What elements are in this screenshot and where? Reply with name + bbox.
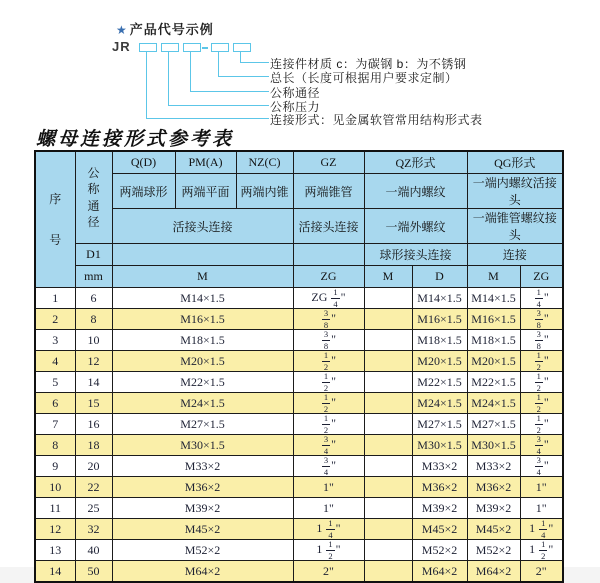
header-group-qg: QG形式 bbox=[467, 151, 563, 174]
cell-qz-d: M18×1.5 bbox=[412, 330, 467, 351]
cell-qz-m bbox=[364, 477, 412, 498]
label-connection-form: 连接形式：见金属软管常用结构形式表 bbox=[270, 113, 483, 127]
cell-qz-d: M36×2 bbox=[412, 477, 467, 498]
table-row bbox=[35, 288, 563, 309]
cell-no: 8 bbox=[35, 435, 75, 456]
cell-m: M20×1.5 bbox=[112, 351, 293, 372]
cell-qg-m: M30×1.5 bbox=[467, 435, 520, 456]
cell-qz-m bbox=[364, 456, 412, 477]
table-row bbox=[35, 393, 563, 414]
table-row bbox=[35, 540, 563, 561]
cell-gz: $\frac{1}{2}$ " bbox=[293, 372, 364, 393]
cell-qz-m bbox=[364, 561, 412, 583]
cell-qg-zg: 2" bbox=[520, 561, 563, 583]
header-qg-zg: ZG bbox=[520, 266, 563, 288]
cell-qg-m: M33×2 bbox=[467, 456, 520, 477]
header-unit-zg: ZG bbox=[293, 266, 364, 288]
header-end-flat: 两端平面 bbox=[175, 174, 236, 209]
cell-gz: 1 $\frac{1}{4}$ " bbox=[293, 519, 364, 540]
cell-qg-zg: $\frac{3}{4}$ " bbox=[520, 456, 563, 477]
cell-m: M52×2 bbox=[112, 540, 293, 561]
header-connection: 连接 bbox=[467, 244, 563, 266]
table-row bbox=[35, 435, 563, 456]
cell-gz: 1" bbox=[293, 498, 364, 519]
cell-qz-d: M33×2 bbox=[412, 456, 467, 477]
table-row bbox=[35, 498, 563, 519]
header-unit-mm: mm bbox=[75, 266, 112, 288]
cell-dn: 32 bbox=[75, 519, 112, 540]
cell-no: 10 bbox=[35, 477, 75, 498]
cell-gz: $\frac{3}{8}$ " bbox=[293, 330, 364, 351]
header-end-spherical: 两端球形 bbox=[112, 174, 175, 209]
header-end-internal-thread: 一端内螺纹 bbox=[364, 174, 467, 209]
cell-qg-m: M20×1.5 bbox=[467, 351, 520, 372]
cell-dn: 8 bbox=[75, 309, 112, 330]
cell-dn: 12 bbox=[75, 351, 112, 372]
header-group-nzc: NZ(C) bbox=[236, 151, 293, 174]
cell-qz-m bbox=[364, 498, 412, 519]
cell-qg-zg: $\frac{1}{2}$ " bbox=[520, 414, 563, 435]
cell-qz-m bbox=[364, 309, 412, 330]
label-material: 连接件材质 c：为碳钢 b：为不锈钢 bbox=[270, 57, 467, 71]
cell-qg-zg: $\frac{1}{2}$ " bbox=[520, 351, 563, 372]
table-row bbox=[35, 351, 563, 372]
cell-m: M22×1.5 bbox=[112, 372, 293, 393]
cell-m: M64×2 bbox=[112, 561, 293, 583]
cell-no: 4 bbox=[35, 351, 75, 372]
cell-qg-zg: 1" bbox=[520, 477, 563, 498]
cell-dn: 40 bbox=[75, 540, 112, 561]
cell-no: 5 bbox=[35, 372, 75, 393]
header-d1: D1 bbox=[75, 244, 112, 266]
cell-m: M24×1.5 bbox=[112, 393, 293, 414]
label-nominal-diameter: 公称通径 bbox=[270, 86, 321, 100]
label-nominal-pressure: 公称压力 bbox=[270, 100, 321, 114]
cell-qg-m: M36×2 bbox=[467, 477, 520, 498]
cell-qg-m: M52×2 bbox=[467, 540, 520, 561]
cell-qg-m: M24×1.5 bbox=[467, 393, 520, 414]
cell-qg-zg: $\frac{3}{4}$ " bbox=[520, 435, 563, 456]
header-external-thread: 一端外螺纹 bbox=[364, 209, 467, 244]
cell-dn: 10 bbox=[75, 330, 112, 351]
table-title: 螺母连接形式参考表 bbox=[36, 129, 235, 150]
cell-dn: 14 bbox=[75, 372, 112, 393]
cell-qz-m bbox=[364, 540, 412, 561]
cell-qg-m: M14×1.5 bbox=[467, 288, 520, 309]
table-row bbox=[35, 561, 563, 583]
cell-qg-m: M64×2 bbox=[467, 561, 520, 583]
cell-m: M16×1.5 bbox=[112, 309, 293, 330]
cell-qz-m bbox=[364, 288, 412, 309]
cell-qg-zg: $\frac{3}{8}$ " bbox=[520, 309, 563, 330]
table-row bbox=[35, 456, 563, 477]
cell-dn: 15 bbox=[75, 393, 112, 414]
cell-m: M14×1.5 bbox=[112, 288, 293, 309]
cell-qg-m: M18×1.5 bbox=[467, 330, 520, 351]
code-dash bbox=[202, 47, 208, 49]
header-group-qz: QZ形式 bbox=[364, 151, 467, 174]
cell-gz: $\frac{3}{4}$ " bbox=[293, 456, 364, 477]
table-header bbox=[35, 151, 563, 288]
header-group-pma: PM(A) bbox=[175, 151, 236, 174]
cell-dn: 25 bbox=[75, 498, 112, 519]
cell-qg-m: M45×2 bbox=[467, 519, 520, 540]
cell-gz: $\frac{3}{8}$ " bbox=[293, 309, 364, 330]
connector-line-1 bbox=[146, 51, 269, 119]
cell-qz-d: M30×1.5 bbox=[412, 435, 467, 456]
cell-no: 9 bbox=[35, 456, 75, 477]
cell-gz: $\frac{1}{2}$ " bbox=[293, 351, 364, 372]
cell-no: 12 bbox=[35, 519, 75, 540]
star-icon: ★ bbox=[116, 23, 128, 37]
header-group-gz: GZ bbox=[293, 151, 364, 174]
cell-qz-d: M22×1.5 bbox=[412, 372, 467, 393]
cell-qg-m: M39×2 bbox=[467, 498, 520, 519]
cell-gz: 1 $\frac{1}{2}$ " bbox=[293, 540, 364, 561]
table-row bbox=[35, 519, 563, 540]
cell-qg-m: M16×1.5 bbox=[467, 309, 520, 330]
cell-qg-zg: $\frac{1}{4}$ " bbox=[520, 288, 563, 309]
cell-qz-d: M52×2 bbox=[412, 540, 467, 561]
table-row bbox=[35, 372, 563, 393]
header-empty-m bbox=[112, 244, 293, 266]
cell-qg-zg: 1 $\frac{1}{4}$ " bbox=[520, 519, 563, 540]
cell-gz: $\frac{1}{2}$ " bbox=[293, 393, 364, 414]
cell-gz: $\frac{3}{4}$ " bbox=[293, 435, 364, 456]
cell-qz-d: M20×1.5 bbox=[412, 351, 467, 372]
cell-qz-d: M39×2 bbox=[412, 498, 467, 519]
header-empty-gz bbox=[293, 244, 364, 266]
header-seq: 序号 bbox=[35, 151, 75, 288]
table-row bbox=[35, 309, 563, 330]
cell-qg-zg: 1" bbox=[520, 498, 563, 519]
cell-qz-m bbox=[364, 414, 412, 435]
header-qz-d: D bbox=[412, 266, 467, 288]
table-row bbox=[35, 477, 563, 498]
cell-dn: 16 bbox=[75, 414, 112, 435]
label-total-length: 总长（长度可根据用户要求定制） bbox=[270, 71, 458, 85]
cell-dn: 20 bbox=[75, 456, 112, 477]
cell-qg-m: M22×1.5 bbox=[467, 372, 520, 393]
table-body bbox=[35, 288, 563, 583]
cell-qz-d: M64×2 bbox=[412, 561, 467, 583]
header-end-taper-pipe: 两端锥管 bbox=[293, 174, 364, 209]
header-end-inner-cone: 两端内锥 bbox=[236, 174, 293, 209]
cell-qz-m bbox=[364, 330, 412, 351]
cell-qz-m bbox=[364, 393, 412, 414]
cell-no: 11 bbox=[35, 498, 75, 519]
cell-no: 3 bbox=[35, 330, 75, 351]
cell-m: M18×1.5 bbox=[112, 330, 293, 351]
header-spherical-joint-connection: 球形接头连接 bbox=[364, 244, 467, 266]
cell-m: M30×1.5 bbox=[112, 435, 293, 456]
cell-qg-m: M27×1.5 bbox=[467, 414, 520, 435]
cell-m: M39×2 bbox=[112, 498, 293, 519]
cell-qz-d: M14×1.5 bbox=[412, 288, 467, 309]
cell-no: 14 bbox=[35, 561, 75, 583]
header-group-qd: Q(D) bbox=[112, 151, 175, 174]
cell-qz-m bbox=[364, 435, 412, 456]
nut-connection-reference-table bbox=[34, 150, 564, 583]
cell-no: 13 bbox=[35, 540, 75, 561]
header-unit-m: M bbox=[112, 266, 293, 288]
cell-m: M45×2 bbox=[112, 519, 293, 540]
cell-no: 6 bbox=[35, 393, 75, 414]
header-nominal-diameter: 公称通径 bbox=[75, 151, 112, 244]
cell-qg-zg: $\frac{1}{2}$ " bbox=[520, 393, 563, 414]
header-union-connection: 活接头连接 bbox=[112, 209, 293, 244]
cell-dn: 50 bbox=[75, 561, 112, 583]
diagram-title-text: 产品代号示例 bbox=[129, 22, 214, 37]
header-qz-m: M bbox=[364, 266, 412, 288]
cell-no: 1 bbox=[35, 288, 75, 309]
cell-dn: 18 bbox=[75, 435, 112, 456]
cell-qg-zg: 1 $\frac{1}{2}$ " bbox=[520, 540, 563, 561]
cell-gz: $\frac{1}{2}$ " bbox=[293, 414, 364, 435]
cell-m: M27×1.5 bbox=[112, 414, 293, 435]
cell-qz-d: M24×1.5 bbox=[412, 393, 467, 414]
cell-gz: ZG $\frac{1}{4}$ " bbox=[293, 288, 364, 309]
cell-gz: 2" bbox=[293, 561, 364, 583]
header-qg-m: M bbox=[467, 266, 520, 288]
table-row bbox=[35, 330, 563, 351]
cell-qz-m bbox=[364, 372, 412, 393]
diagram-title bbox=[116, 19, 214, 38]
table-row bbox=[35, 414, 563, 435]
cell-qz-d: M16×1.5 bbox=[412, 309, 467, 330]
cell-qg-zg: $\frac{3}{8}$ " bbox=[520, 330, 563, 351]
header-union-connection-gz: 活接头连接 bbox=[293, 209, 364, 244]
cell-qz-m bbox=[364, 351, 412, 372]
cell-qz-d: M45×2 bbox=[412, 519, 467, 540]
cell-dn: 6 bbox=[75, 288, 112, 309]
cell-no: 2 bbox=[35, 309, 75, 330]
cell-qz-m bbox=[364, 519, 412, 540]
header-end-internal-thread-union: 一端内螺纹活接头 bbox=[467, 174, 563, 209]
cell-gz: 1" bbox=[293, 477, 364, 498]
cell-no: 7 bbox=[35, 414, 75, 435]
cell-qg-zg: $\frac{1}{2}$ " bbox=[520, 372, 563, 393]
cell-dn: 22 bbox=[75, 477, 112, 498]
product-code-prefix: JR bbox=[112, 39, 131, 54]
header-taper-thread-joint: 一端锥管螺纹接头 bbox=[467, 209, 563, 244]
cell-qz-d: M27×1.5 bbox=[412, 414, 467, 435]
cell-m: M33×2 bbox=[112, 456, 293, 477]
cell-m: M36×2 bbox=[112, 477, 293, 498]
